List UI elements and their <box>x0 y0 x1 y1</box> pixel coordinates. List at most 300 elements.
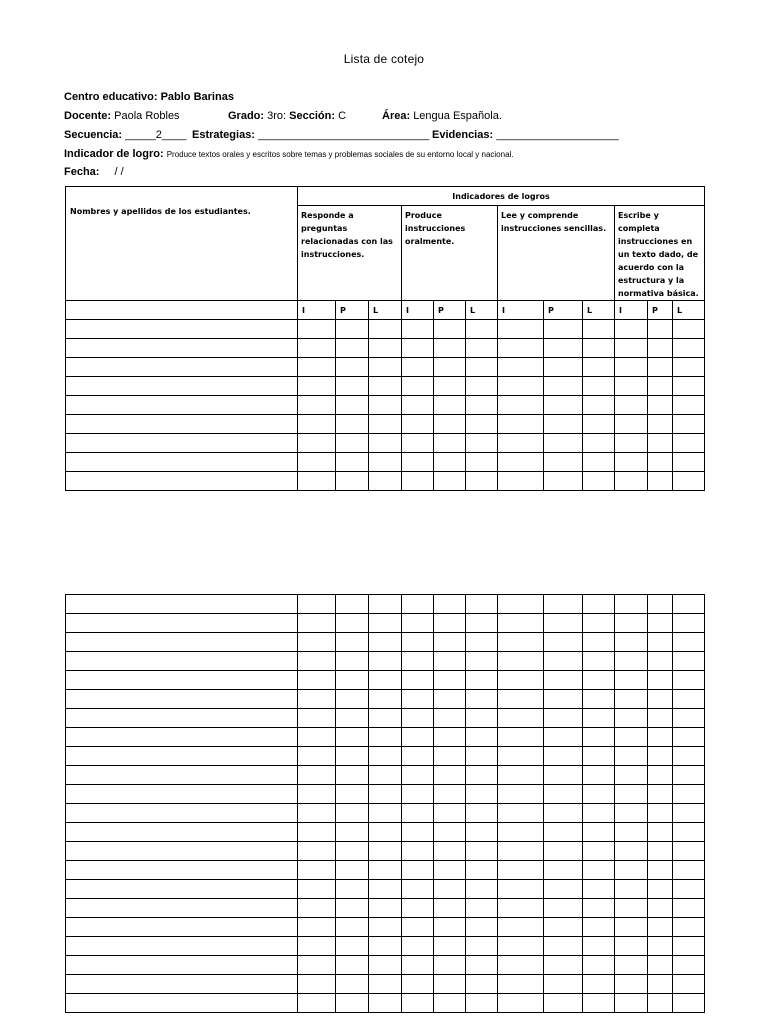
check-cell[interactable] <box>673 453 705 472</box>
check-cell[interactable] <box>498 823 544 842</box>
check-cell[interactable] <box>615 766 648 785</box>
check-cell[interactable] <box>434 747 466 766</box>
check-cell[interactable] <box>336 842 369 861</box>
check-cell[interactable] <box>583 804 615 823</box>
check-cell[interactable] <box>648 339 673 358</box>
check-cell[interactable] <box>615 861 648 880</box>
check-cell[interactable] <box>583 339 615 358</box>
student-name-cell[interactable] <box>66 453 298 472</box>
check-cell[interactable] <box>298 937 336 956</box>
student-name-cell[interactable] <box>66 671 298 690</box>
check-cell[interactable] <box>648 652 673 671</box>
check-cell[interactable] <box>544 747 583 766</box>
check-cell[interactable] <box>615 671 648 690</box>
check-cell[interactable] <box>434 918 466 937</box>
check-cell[interactable] <box>434 339 466 358</box>
check-cell[interactable] <box>498 747 544 766</box>
check-cell[interactable] <box>544 766 583 785</box>
check-cell[interactable] <box>583 396 615 415</box>
check-cell[interactable] <box>402 823 434 842</box>
check-cell[interactable] <box>336 434 369 453</box>
check-cell[interactable] <box>615 842 648 861</box>
check-cell[interactable] <box>402 975 434 994</box>
check-cell[interactable] <box>298 434 336 453</box>
check-cell[interactable] <box>369 358 402 377</box>
check-cell[interactable] <box>544 861 583 880</box>
check-cell[interactable] <box>673 472 705 491</box>
check-cell[interactable] <box>298 472 336 491</box>
check-cell[interactable] <box>673 823 705 842</box>
check-cell[interactable] <box>615 975 648 994</box>
check-cell[interactable] <box>369 652 402 671</box>
check-cell[interactable] <box>615 804 648 823</box>
check-cell[interactable] <box>673 880 705 899</box>
check-cell[interactable] <box>544 396 583 415</box>
check-cell[interactable] <box>369 690 402 709</box>
check-cell[interactable] <box>648 671 673 690</box>
check-cell[interactable] <box>434 690 466 709</box>
check-cell[interactable] <box>544 975 583 994</box>
check-cell[interactable] <box>583 956 615 975</box>
check-cell[interactable] <box>615 994 648 1013</box>
check-cell[interactable] <box>648 823 673 842</box>
check-cell[interactable] <box>648 975 673 994</box>
check-cell[interactable] <box>434 595 466 614</box>
check-cell[interactable] <box>615 434 648 453</box>
check-cell[interactable] <box>298 842 336 861</box>
check-cell[interactable] <box>466 339 498 358</box>
check-cell[interactable] <box>498 671 544 690</box>
check-cell[interactable] <box>673 595 705 614</box>
check-cell[interactable] <box>615 472 648 491</box>
check-cell[interactable] <box>673 690 705 709</box>
check-cell[interactable] <box>298 320 336 339</box>
check-cell[interactable] <box>583 652 615 671</box>
check-cell[interactable] <box>402 918 434 937</box>
check-cell[interactable] <box>466 472 498 491</box>
check-cell[interactable] <box>336 396 369 415</box>
check-cell[interactable] <box>498 339 544 358</box>
check-cell[interactable] <box>369 861 402 880</box>
check-cell[interactable] <box>402 861 434 880</box>
check-cell[interactable] <box>466 899 498 918</box>
check-cell[interactable] <box>673 937 705 956</box>
check-cell[interactable] <box>648 472 673 491</box>
check-cell[interactable] <box>673 339 705 358</box>
check-cell[interactable] <box>369 975 402 994</box>
check-cell[interactable] <box>336 320 369 339</box>
check-cell[interactable] <box>498 652 544 671</box>
check-cell[interactable] <box>583 595 615 614</box>
student-name-cell[interactable] <box>66 994 298 1013</box>
check-cell[interactable] <box>615 633 648 652</box>
check-cell[interactable] <box>466 823 498 842</box>
check-cell[interactable] <box>434 880 466 899</box>
check-cell[interactable] <box>369 728 402 747</box>
check-cell[interactable] <box>298 358 336 377</box>
check-cell[interactable] <box>434 396 466 415</box>
check-cell[interactable] <box>434 823 466 842</box>
check-cell[interactable] <box>648 994 673 1013</box>
check-cell[interactable] <box>369 472 402 491</box>
check-cell[interactable] <box>298 747 336 766</box>
check-cell[interactable] <box>336 861 369 880</box>
check-cell[interactable] <box>498 994 544 1013</box>
check-cell[interactable] <box>369 434 402 453</box>
check-cell[interactable] <box>544 320 583 339</box>
check-cell[interactable] <box>544 453 583 472</box>
check-cell[interactable] <box>583 614 615 633</box>
check-cell[interactable] <box>298 633 336 652</box>
check-cell[interactable] <box>369 709 402 728</box>
check-cell[interactable] <box>434 709 466 728</box>
student-name-cell[interactable] <box>66 377 298 396</box>
student-name-cell[interactable] <box>66 320 298 339</box>
check-cell[interactable] <box>615 339 648 358</box>
check-cell[interactable] <box>298 823 336 842</box>
check-cell[interactable] <box>544 899 583 918</box>
check-cell[interactable] <box>434 975 466 994</box>
check-cell[interactable] <box>498 709 544 728</box>
check-cell[interactable] <box>544 956 583 975</box>
check-cell[interactable] <box>466 994 498 1013</box>
student-name-cell[interactable] <box>66 396 298 415</box>
check-cell[interactable] <box>583 842 615 861</box>
check-cell[interactable] <box>673 652 705 671</box>
check-cell[interactable] <box>369 880 402 899</box>
check-cell[interactable] <box>498 595 544 614</box>
check-cell[interactable] <box>583 823 615 842</box>
check-cell[interactable] <box>434 861 466 880</box>
check-cell[interactable] <box>369 671 402 690</box>
check-cell[interactable] <box>583 415 615 434</box>
check-cell[interactable] <box>466 320 498 339</box>
student-name-cell[interactable] <box>66 747 298 766</box>
check-cell[interactable] <box>498 614 544 633</box>
check-cell[interactable] <box>498 766 544 785</box>
check-cell[interactable] <box>466 633 498 652</box>
check-cell[interactable] <box>498 975 544 994</box>
check-cell[interactable] <box>498 861 544 880</box>
check-cell[interactable] <box>648 358 673 377</box>
check-cell[interactable] <box>673 785 705 804</box>
check-cell[interactable] <box>466 671 498 690</box>
check-cell[interactable] <box>583 633 615 652</box>
check-cell[interactable] <box>369 842 402 861</box>
check-cell[interactable] <box>648 377 673 396</box>
check-cell[interactable] <box>615 899 648 918</box>
check-cell[interactable] <box>336 377 369 396</box>
check-cell[interactable] <box>648 861 673 880</box>
check-cell[interactable] <box>369 994 402 1013</box>
check-cell[interactable] <box>369 918 402 937</box>
check-cell[interactable] <box>402 994 434 1013</box>
check-cell[interactable] <box>336 804 369 823</box>
check-cell[interactable] <box>336 823 369 842</box>
check-cell[interactable] <box>498 956 544 975</box>
check-cell[interactable] <box>615 690 648 709</box>
check-cell[interactable] <box>673 975 705 994</box>
check-cell[interactable] <box>466 842 498 861</box>
check-cell[interactable] <box>673 918 705 937</box>
check-cell[interactable] <box>544 671 583 690</box>
check-cell[interactable] <box>498 358 544 377</box>
student-name-cell[interactable] <box>66 804 298 823</box>
check-cell[interactable] <box>402 614 434 633</box>
check-cell[interactable] <box>648 956 673 975</box>
check-cell[interactable] <box>498 842 544 861</box>
check-cell[interactable] <box>434 320 466 339</box>
check-cell[interactable] <box>336 899 369 918</box>
check-cell[interactable] <box>615 823 648 842</box>
check-cell[interactable] <box>544 652 583 671</box>
check-cell[interactable] <box>498 880 544 899</box>
check-cell[interactable] <box>434 614 466 633</box>
check-cell[interactable] <box>583 671 615 690</box>
check-cell[interactable] <box>544 804 583 823</box>
check-cell[interactable] <box>336 918 369 937</box>
check-cell[interactable] <box>498 453 544 472</box>
check-cell[interactable] <box>369 823 402 842</box>
check-cell[interactable] <box>615 785 648 804</box>
check-cell[interactable] <box>336 747 369 766</box>
check-cell[interactable] <box>402 434 434 453</box>
check-cell[interactable] <box>648 918 673 937</box>
check-cell[interactable] <box>544 358 583 377</box>
check-cell[interactable] <box>498 804 544 823</box>
check-cell[interactable] <box>369 804 402 823</box>
check-cell[interactable] <box>434 358 466 377</box>
check-cell[interactable] <box>336 880 369 899</box>
check-cell[interactable] <box>402 842 434 861</box>
check-cell[interactable] <box>298 975 336 994</box>
check-cell[interactable] <box>583 434 615 453</box>
check-cell[interactable] <box>648 747 673 766</box>
check-cell[interactable] <box>336 595 369 614</box>
check-cell[interactable] <box>434 472 466 491</box>
student-name-cell[interactable] <box>66 861 298 880</box>
check-cell[interactable] <box>298 804 336 823</box>
check-cell[interactable] <box>615 918 648 937</box>
check-cell[interactable] <box>466 766 498 785</box>
check-cell[interactable] <box>402 396 434 415</box>
check-cell[interactable] <box>369 956 402 975</box>
check-cell[interactable] <box>498 472 544 491</box>
check-cell[interactable] <box>434 994 466 1013</box>
check-cell[interactable] <box>466 709 498 728</box>
student-name-cell[interactable] <box>66 899 298 918</box>
check-cell[interactable] <box>615 709 648 728</box>
check-cell[interactable] <box>544 842 583 861</box>
check-cell[interactable] <box>673 728 705 747</box>
check-cell[interactable] <box>544 823 583 842</box>
check-cell[interactable] <box>298 785 336 804</box>
student-name-cell[interactable] <box>66 937 298 956</box>
check-cell[interactable] <box>615 595 648 614</box>
check-cell[interactable] <box>369 747 402 766</box>
check-cell[interactable] <box>583 975 615 994</box>
student-name-cell[interactable] <box>66 339 298 358</box>
check-cell[interactable] <box>648 937 673 956</box>
check-cell[interactable] <box>434 652 466 671</box>
check-cell[interactable] <box>402 899 434 918</box>
check-cell[interactable] <box>466 804 498 823</box>
check-cell[interactable] <box>648 614 673 633</box>
check-cell[interactable] <box>648 709 673 728</box>
check-cell[interactable] <box>402 633 434 652</box>
student-name-cell[interactable] <box>66 728 298 747</box>
check-cell[interactable] <box>402 804 434 823</box>
check-cell[interactable] <box>544 690 583 709</box>
check-cell[interactable] <box>336 690 369 709</box>
check-cell[interactable] <box>615 614 648 633</box>
check-cell[interactable] <box>336 766 369 785</box>
check-cell[interactable] <box>434 956 466 975</box>
check-cell[interactable] <box>434 728 466 747</box>
check-cell[interactable] <box>544 709 583 728</box>
check-cell[interactable] <box>402 377 434 396</box>
check-cell[interactable] <box>298 956 336 975</box>
check-cell[interactable] <box>583 709 615 728</box>
student-name-cell[interactable] <box>66 956 298 975</box>
check-cell[interactable] <box>336 339 369 358</box>
check-cell[interactable] <box>583 937 615 956</box>
check-cell[interactable] <box>434 899 466 918</box>
check-cell[interactable] <box>336 614 369 633</box>
check-cell[interactable] <box>544 785 583 804</box>
student-name-cell[interactable] <box>66 595 298 614</box>
check-cell[interactable] <box>466 937 498 956</box>
check-cell[interactable] <box>673 614 705 633</box>
check-cell[interactable] <box>648 453 673 472</box>
check-cell[interactable] <box>466 690 498 709</box>
check-cell[interactable] <box>498 728 544 747</box>
check-cell[interactable] <box>673 396 705 415</box>
check-cell[interactable] <box>369 377 402 396</box>
check-cell[interactable] <box>583 358 615 377</box>
check-cell[interactable] <box>673 994 705 1013</box>
check-cell[interactable] <box>336 453 369 472</box>
check-cell[interactable] <box>402 453 434 472</box>
check-cell[interactable] <box>615 377 648 396</box>
student-name-cell[interactable] <box>66 880 298 899</box>
check-cell[interactable] <box>466 595 498 614</box>
check-cell[interactable] <box>369 633 402 652</box>
check-cell[interactable] <box>544 377 583 396</box>
check-cell[interactable] <box>402 728 434 747</box>
check-cell[interactable] <box>673 434 705 453</box>
check-cell[interactable] <box>434 766 466 785</box>
check-cell[interactable] <box>466 918 498 937</box>
check-cell[interactable] <box>648 415 673 434</box>
check-cell[interactable] <box>648 690 673 709</box>
check-cell[interactable] <box>434 377 466 396</box>
check-cell[interactable] <box>402 595 434 614</box>
check-cell[interactable] <box>298 614 336 633</box>
check-cell[interactable] <box>498 396 544 415</box>
check-cell[interactable] <box>466 975 498 994</box>
check-cell[interactable] <box>615 320 648 339</box>
check-cell[interactable] <box>583 320 615 339</box>
student-name-cell[interactable] <box>66 842 298 861</box>
check-cell[interactable] <box>466 377 498 396</box>
check-cell[interactable] <box>402 320 434 339</box>
student-name-cell[interactable] <box>66 614 298 633</box>
student-name-cell[interactable] <box>66 975 298 994</box>
check-cell[interactable] <box>336 785 369 804</box>
check-cell[interactable] <box>466 652 498 671</box>
check-cell[interactable] <box>673 415 705 434</box>
check-cell[interactable] <box>583 861 615 880</box>
check-cell[interactable] <box>583 899 615 918</box>
check-cell[interactable] <box>434 434 466 453</box>
check-cell[interactable] <box>402 358 434 377</box>
check-cell[interactable] <box>583 747 615 766</box>
check-cell[interactable] <box>298 728 336 747</box>
check-cell[interactable] <box>298 415 336 434</box>
check-cell[interactable] <box>434 842 466 861</box>
check-cell[interactable] <box>673 320 705 339</box>
check-cell[interactable] <box>402 956 434 975</box>
check-cell[interactable] <box>336 358 369 377</box>
check-cell[interactable] <box>402 652 434 671</box>
check-cell[interactable] <box>369 766 402 785</box>
check-cell[interactable] <box>402 766 434 785</box>
check-cell[interactable] <box>466 785 498 804</box>
check-cell[interactable] <box>648 434 673 453</box>
check-cell[interactable] <box>583 453 615 472</box>
student-name-cell[interactable] <box>66 709 298 728</box>
check-cell[interactable] <box>673 899 705 918</box>
check-cell[interactable] <box>336 472 369 491</box>
check-cell[interactable] <box>498 633 544 652</box>
check-cell[interactable] <box>583 766 615 785</box>
check-cell[interactable] <box>298 652 336 671</box>
check-cell[interactable] <box>583 994 615 1013</box>
student-name-cell[interactable] <box>66 415 298 434</box>
check-cell[interactable] <box>336 728 369 747</box>
student-name-cell[interactable] <box>66 766 298 785</box>
student-name-cell[interactable] <box>66 472 298 491</box>
check-cell[interactable] <box>498 899 544 918</box>
check-cell[interactable] <box>615 956 648 975</box>
student-name-cell[interactable] <box>66 652 298 671</box>
check-cell[interactable] <box>673 956 705 975</box>
check-cell[interactable] <box>298 377 336 396</box>
check-cell[interactable] <box>615 937 648 956</box>
check-cell[interactable] <box>369 339 402 358</box>
student-name-cell[interactable] <box>66 633 298 652</box>
check-cell[interactable] <box>298 899 336 918</box>
check-cell[interactable] <box>673 804 705 823</box>
check-cell[interactable] <box>673 709 705 728</box>
check-cell[interactable] <box>298 671 336 690</box>
check-cell[interactable] <box>583 918 615 937</box>
check-cell[interactable] <box>648 880 673 899</box>
student-name-cell[interactable] <box>66 358 298 377</box>
check-cell[interactable] <box>298 918 336 937</box>
check-cell[interactable] <box>466 956 498 975</box>
check-cell[interactable] <box>298 339 336 358</box>
check-cell[interactable] <box>369 899 402 918</box>
student-name-cell[interactable] <box>66 434 298 453</box>
check-cell[interactable] <box>298 994 336 1013</box>
check-cell[interactable] <box>498 377 544 396</box>
check-cell[interactable] <box>466 728 498 747</box>
check-cell[interactable] <box>466 434 498 453</box>
check-cell[interactable] <box>583 880 615 899</box>
check-cell[interactable] <box>402 937 434 956</box>
